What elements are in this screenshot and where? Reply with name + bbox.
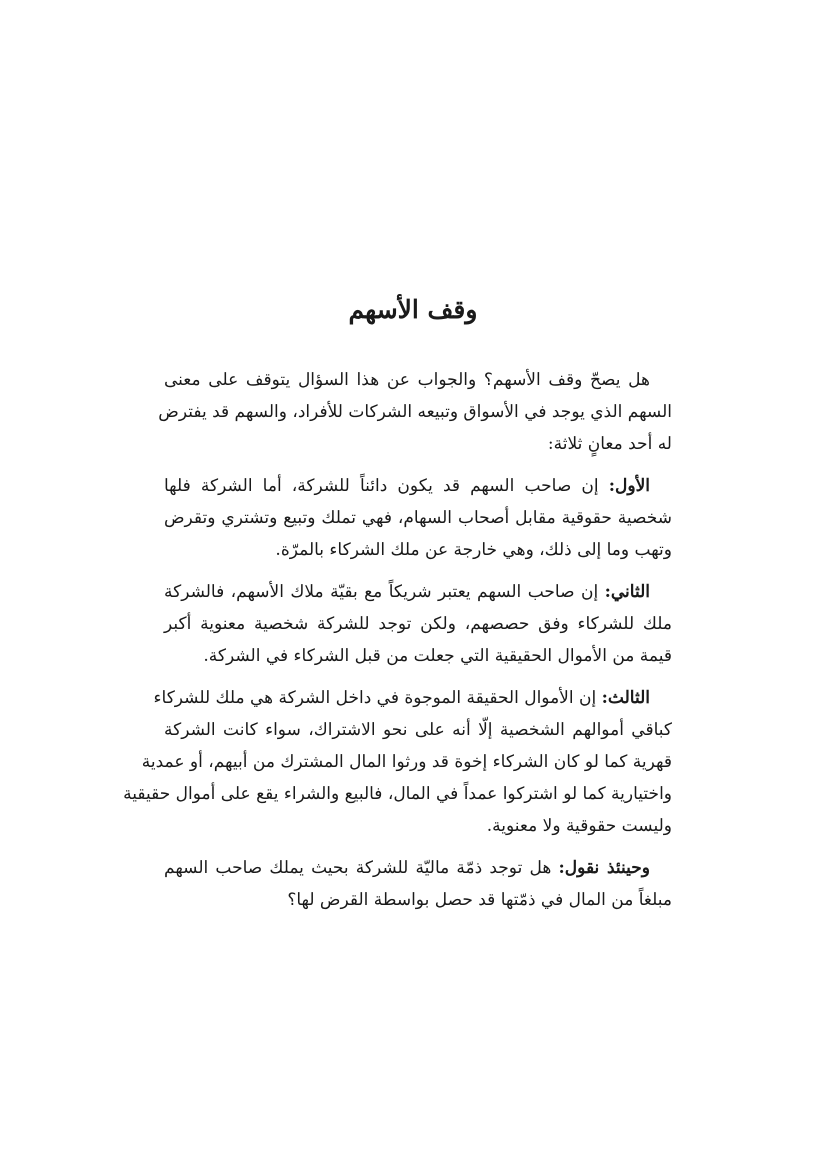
text-line: وليست حقوقية ولا معنوية. [486, 816, 672, 836]
paragraph-intro [158, 364, 672, 460]
paragraph-lead: الثاني: [604, 582, 650, 602]
text-line-rest: إن الأموال الحقيقة الموجوة في داخل الشركة هي ملك للشركاء [153, 688, 602, 708]
text-line: واختيارية كما لو اشتركوا عمداً في المال، فالبيع والشراء يقع على أموال حقيقية [123, 784, 672, 804]
text-line [164, 470, 672, 502]
text-line: له أحد معانٍ ثلاثة: [547, 434, 672, 454]
page-title: وقف الأسهم [348, 294, 478, 324]
paragraph-first-meaning [164, 470, 672, 566]
text-line [153, 682, 672, 714]
paragraph-lead: وحينئذ نقول: [558, 858, 650, 878]
text-line [164, 852, 672, 884]
text-line-rest: إن صاحب السهم قد يكون دائناً للشركة، أما الشركة فلها [164, 476, 609, 496]
text-line-rest: هل توجد ذمّة ماليّة للشركة بحيث يملك صاحب السهم [164, 858, 559, 878]
text-line-rest: إن صاحب السهم يعتبر شريكاً مع بقيّة ملاك الأسهم، فالشركة [164, 582, 605, 602]
text-line: كباقي أموالهم الشخصية إلّا أنه على نحو الاشتراك، سواء كانت الشركة [164, 720, 672, 740]
text-line: ملك للشركاء وفق حصصهم، ولكن توجد للشركة شخصية معنوية أكبر [164, 614, 672, 634]
document-body [123, 364, 672, 926]
text-line: شخصية حقوقية مقابل أصحاب السهام، فهي تملك وتبيع وتشتري وتقرض [164, 508, 672, 528]
text-line: هل يصحّ وقف الأسهم؟ والجواب عن هذا السؤال يتوقف على معنى [164, 370, 650, 390]
paragraph-lead: الأول: [608, 476, 650, 496]
text-line: السهم الذي يوجد في الأسواق وتبيعه الشركات للأفراد، والسهم قد يفترض [158, 402, 672, 422]
text-line [164, 576, 672, 608]
text-line: مبلغاً من المال في ذمّتها قد حصل بواسطة القرض لها؟ [287, 890, 672, 910]
paragraph-conclusion [164, 852, 672, 916]
paragraph-second-meaning [164, 576, 672, 672]
paragraph-lead: الثالث: [601, 688, 650, 708]
text-line: وتهب وما إلى ذلك، وهي خارجة عن ملك الشركاء بالمرّة. [275, 540, 672, 560]
text-line: قهرية كما لو كان الشركاء إخوة قد ورثوا المال المشترك من أبيهم، أو عمدية [141, 752, 672, 772]
text-line: قيمة من الأموال الحقيقية التي جعلت من قبل الشركاء في الشركة. [203, 646, 672, 666]
paragraph-third-meaning [123, 682, 672, 842]
